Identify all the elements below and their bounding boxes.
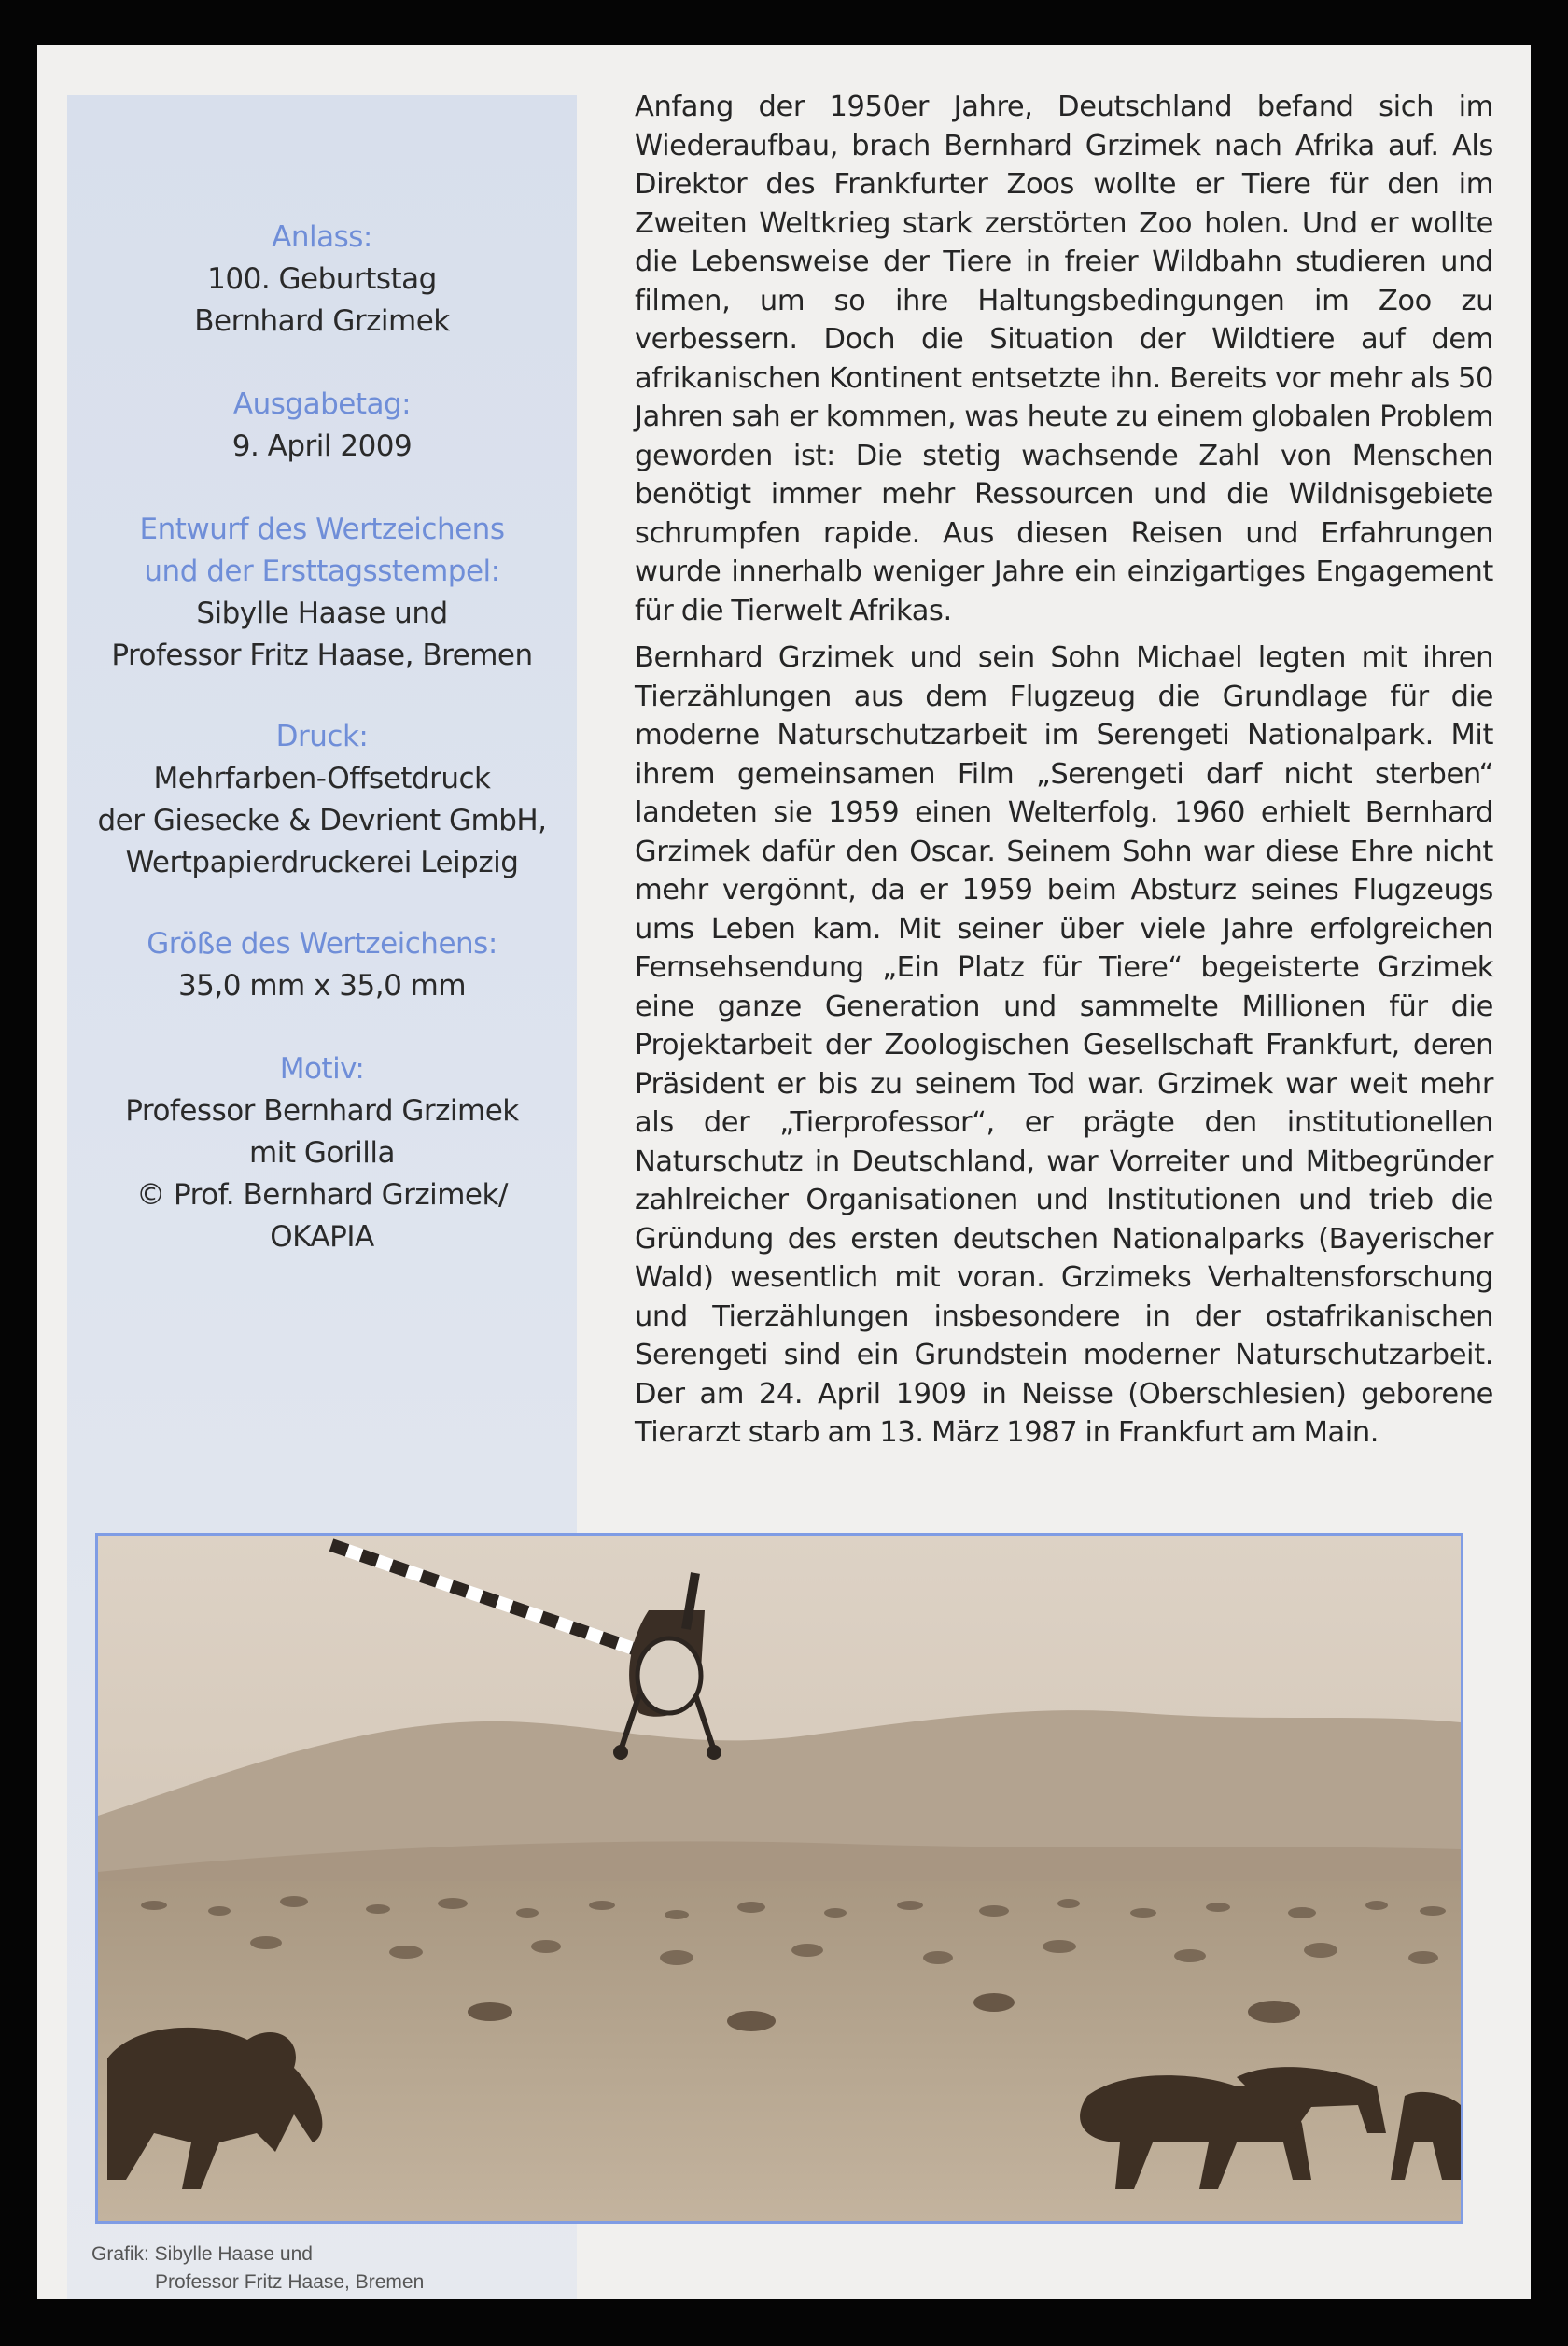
info-heading: Anlass: <box>272 220 372 254</box>
info-value: Sibylle Haase und <box>196 597 448 630</box>
info-value: OKAPIA <box>270 1220 374 1254</box>
info-size <box>67 923 577 1007</box>
info-heading: Ausgabetag: <box>232 387 412 421</box>
info-heading: Motiv: <box>279 1052 365 1086</box>
info-value: Wertpapierdruckerei Leipzig <box>125 846 519 879</box>
info-value: Professor Bernhard Grzimek <box>125 1094 519 1128</box>
info-print <box>67 716 577 884</box>
info-value: Bernhard Grzimek <box>194 304 450 338</box>
info-value: Professor Fritz Haase, Bremen <box>111 639 533 672</box>
brochure-page <box>37 45 1531 2299</box>
info-heading: und der Ersttagsstempel: <box>144 555 500 588</box>
info-value: 100. Geburtstag <box>207 262 437 296</box>
serengeti-photo <box>95 1533 1463 2224</box>
info-value: 9. April 2009 <box>231 429 413 463</box>
info-design <box>67 509 577 677</box>
info-value: Mehrfarben-Offsetdruck <box>153 762 491 795</box>
info-heading: Größe des Wertzeichens: <box>147 927 497 961</box>
info-issue-date <box>67 384 577 468</box>
info-motif <box>67 1048 577 1258</box>
info-occasion <box>67 217 577 343</box>
article-text <box>635 88 1493 1461</box>
info-heading: Entwurf des Wertzeichens <box>139 513 505 546</box>
image-credit <box>91 2241 424 2297</box>
info-value: der Giesecke & Devrient GmbH, <box>97 804 547 837</box>
article-paragraph: Anfang der 1950er Jahre, Deutschland befand sich im Wiederaufbau, brach Bernhard Grzimek nach Afrika auf. Als Direktor des Frankfurter Zoos wollte er Tiere für den im Zweiten Weltkrieg stark zerstörten Zoo holen. Und er wollte die Lebensweise der Tiere in freier Wildbahn studieren und filmen, um so ihre Haltungsbedingungen im Zoo zu verbessern. Doch die Situation der Wildtiere auf dem afrikanischen Kontinent entsetzte ihn. Bereits vor mehr als 50 Jahren sah er kommen, was heute zu einem globalen Problem geworden ist: Die stetig wachsende Zahl von Menschen benötigt immer mehr Ressourcen und die Wildnisgebiete schrumpfen rapide. Aus diesen Reisen und Erfahrungen wurde innerhalb weniger Jahre ein einzigartiges Engagement für die Tierwelt Afrikas. <box>635 91 1493 627</box>
credit-line: Professor Fritz Haase, Bremen <box>155 2271 425 2293</box>
airplane-over-herd-image <box>98 1536 1461 2221</box>
credit-line: Grafik: Sibylle Haase und <box>91 2243 313 2265</box>
info-value: © Prof. Bernhard Grzimek/ <box>136 1178 508 1212</box>
info-heading: Druck: <box>275 720 369 753</box>
info-value: 35,0 mm x 35,0 mm <box>177 969 467 1003</box>
info-value: mit Gorilla <box>249 1136 395 1170</box>
article-paragraph: Bernhard Grzimek und sein Sohn Michael legten mit ihren Tierzählungen aus dem Flugzeug die Grundlage für die moderne Naturschutzarbeit im Serengeti Nationalpark. Mit ihrem gemeinsamen Film „Serengeti darf nicht sterben“ landeten sie 1959 einen Welterfolg. 1960 erhielt Bernhard Grzimek dafür den Oscar. Seinem Sohn war diese Ehre nicht mehr vergönnt, da er 1959 beim Absturz seines Flugzeugs ums Leben kam. Mit seiner über viele Jahre erfolgreichen Fernsehsendung „Ein Platz für Tiere“ begeisterte Grzimek eine ganze Generation und sammelte Millionen für die Projektarbeit der Zoologischen Gesellschaft Frankfurt, deren Präsident er bis zu seinem Tod war. Grzimek war weit mehr als der „Tierprofessor“, er prägte den institutionellen Naturschutz in Deutschland, war Vorreiter und Mitbegründer zahlreicher Organisationen und Institutionen und trieb die Gründung des ersten deutschen Nationalparks (Bayerischer Wald) wesentlich mit voran. Grzimeks Verhaltensforschung und Tierzählungen insbesondere in der ostafrikanischen Serengeti sind ein Grundstein moderner Naturschutzarbeit. Der am 24. April 1909 in Neisse (Oberschlesien) geborene Tierarzt starb am 13. März 1987 in Frankfurt am Main. <box>635 641 1493 1449</box>
